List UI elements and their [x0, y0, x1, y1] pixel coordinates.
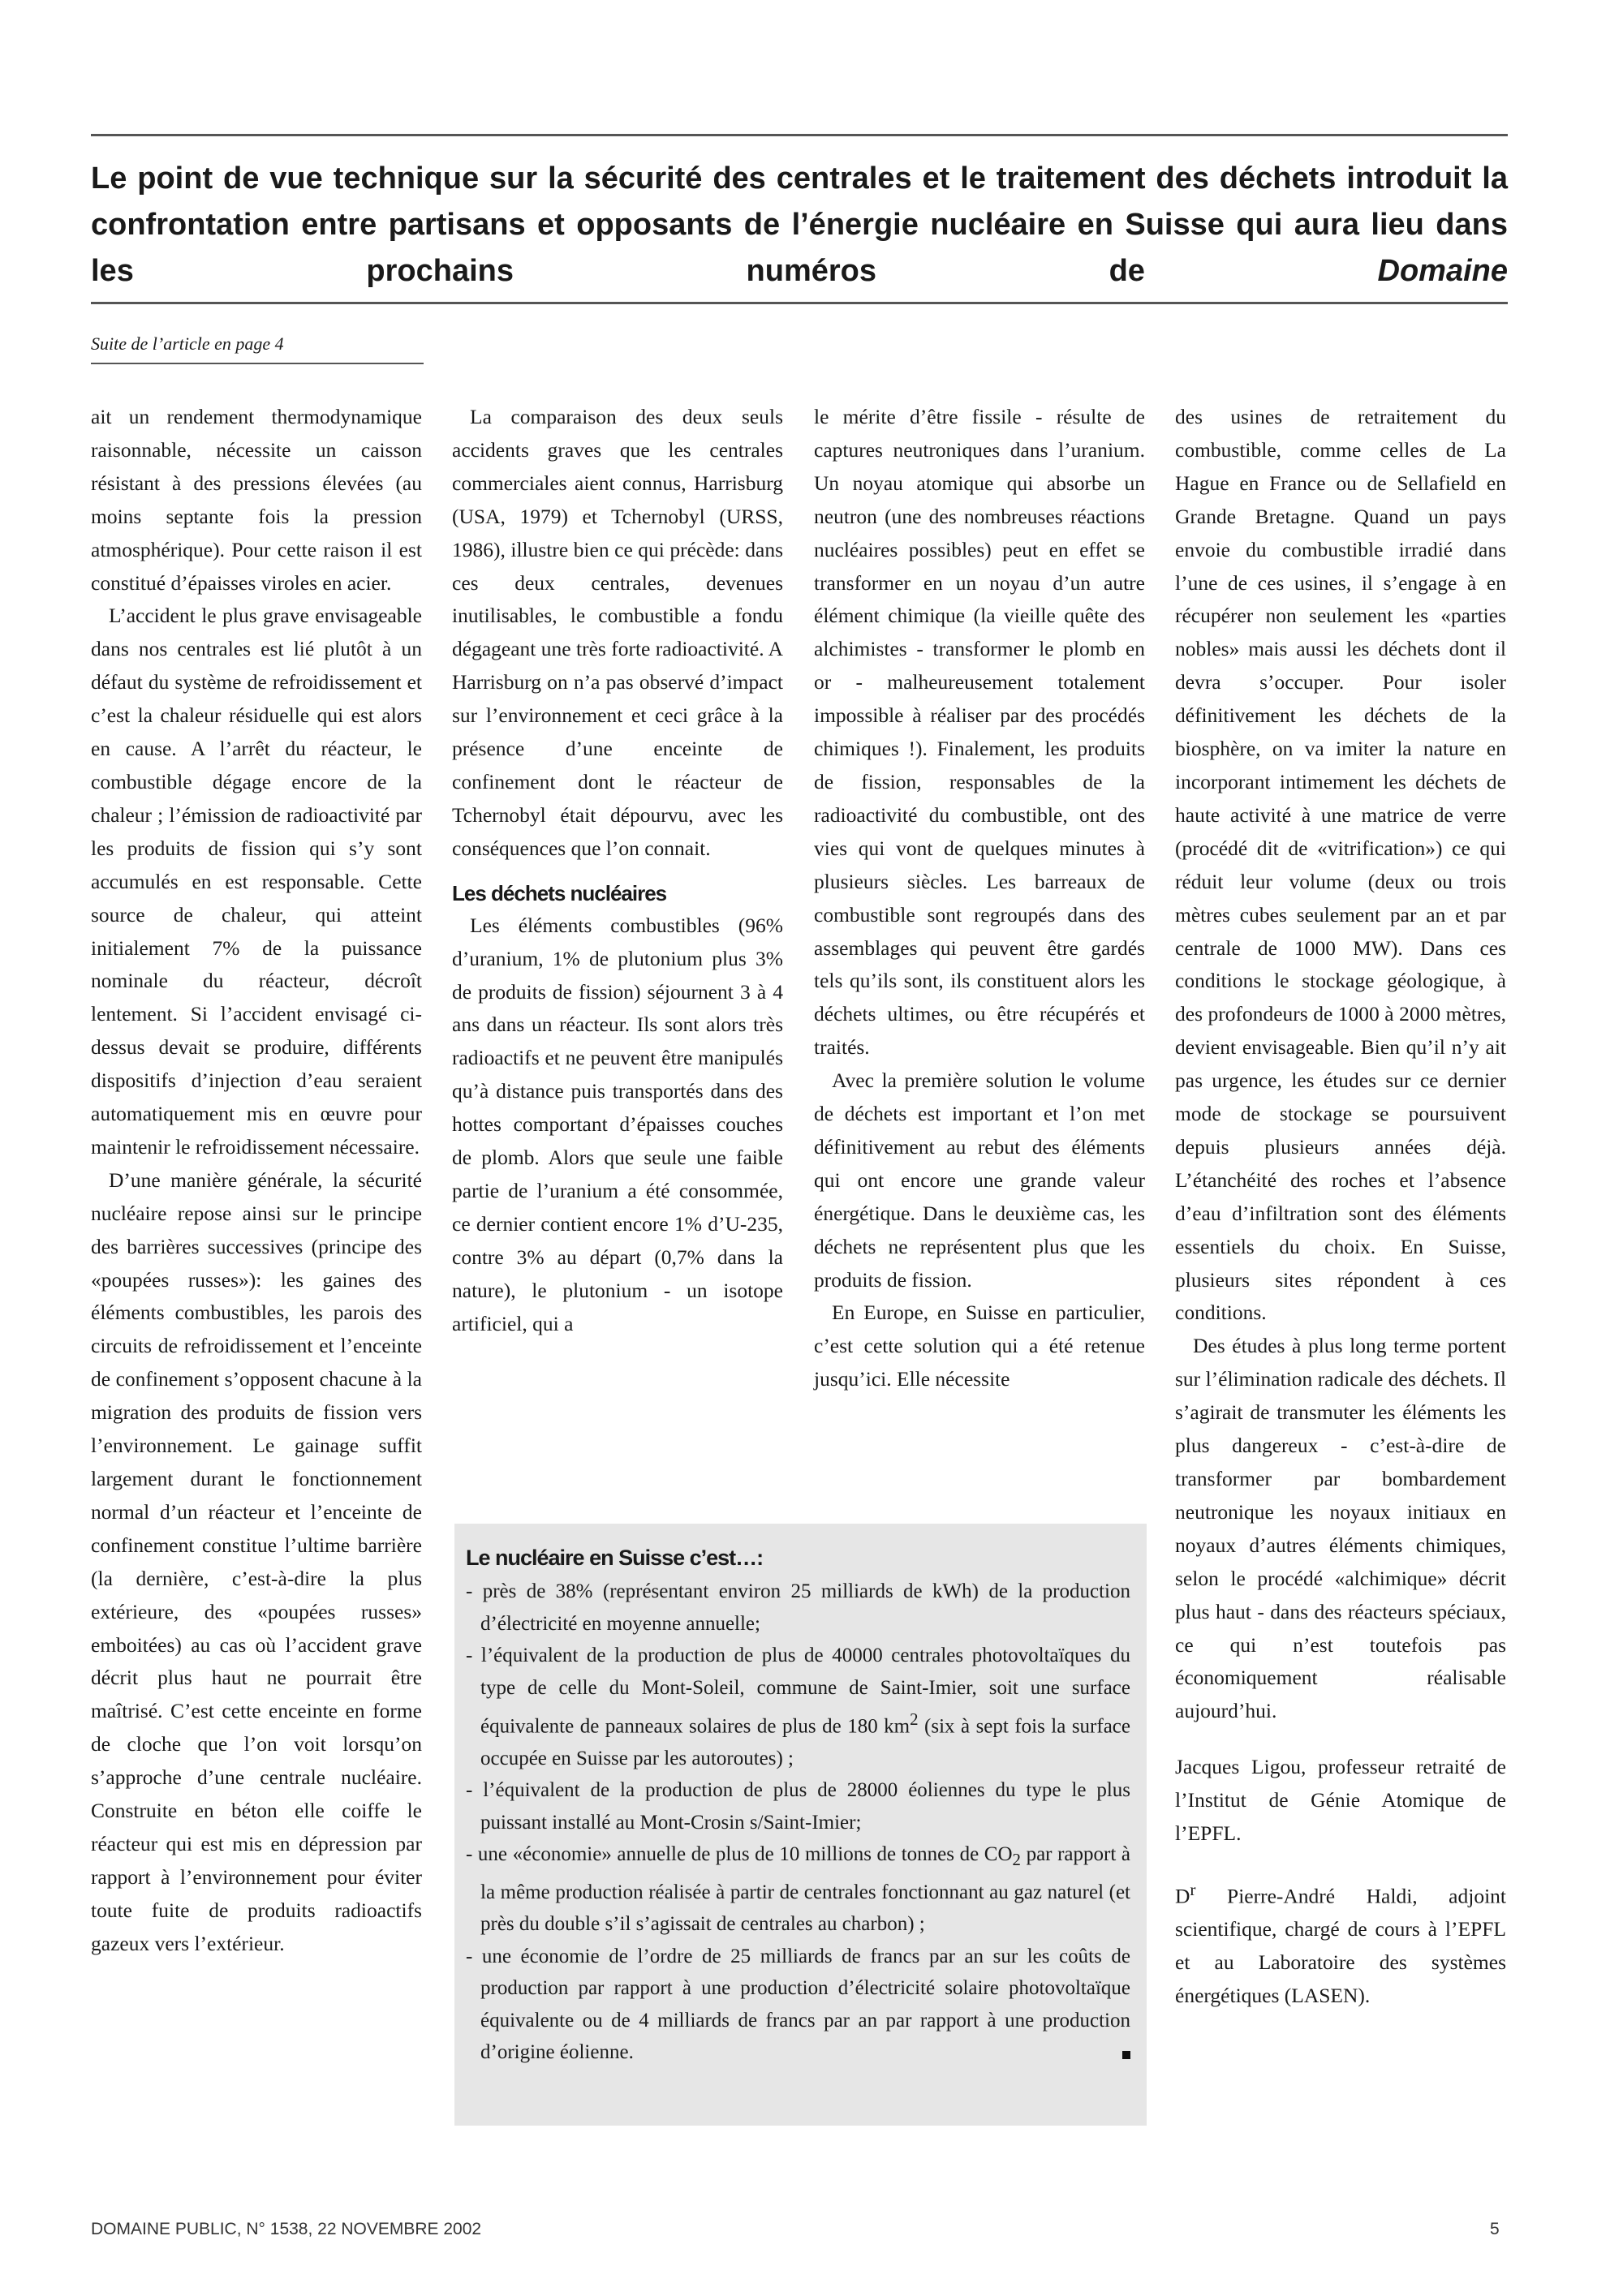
info-box-item-2-sup: 2 — [910, 1709, 919, 1729]
footer-publication-info: DOMAINE PUBLIC, N° 1538, 22 NOVEMBRE 2002 — [91, 2220, 482, 2238]
article-column-2 — [452, 401, 783, 1455]
info-box-item-4-part-a: - une «économie» annuelle de plus de 10 millions de tonnes de CO — [466, 1843, 1013, 1866]
article-column-3 — [814, 401, 1145, 1455]
footer-page-number: 5 — [1490, 2220, 1500, 2238]
col1-paragraph-3: D’une manière générale, la sécurité nucléaire repose ainsi sur le principe des barrières successives (principe des «poupées russes»): les gaines des éléments combustibles, les parois des circuits de refroidissement et l’enceinte de confinement s’opposent chacune à la migration des produits de fission vers l’environnement. Le gainage suffit largement durant le fonctionnement normal d’un réacteur et l’enceinte de confinement constitue l’ultime barrière (la dernière, c’est-à-dire la plus extérieure, des «poupées russes» emboitées) au cas où l’accident grave décrit plus haut ne pourrait être maîtrisé. C’est cette enceinte en forme de cloche que l’on voit lorsqu’on s’approche d’une centrale nucléaire. Construite en béton elle coiffe le réacteur qui est mis en dépression par rapport à l’environnement pour éviter toute fuite de produits radioactifs gazeux vers l’extérieur. — [91, 1167, 422, 1955]
headline — [91, 156, 1508, 295]
info-box-item-5 — [466, 1941, 1130, 2069]
info-box-title: Le nucléaire en Suisse c’est…: — [466, 1546, 764, 1570]
info-box-item-2-part-a: - l’équivalent de la production de plus de 40000 centrales photovoltaïques du type de celle du Mont-Soleil, commune de Saint-Imier, soit une surface équivalente de panneaux solaires de plus de 180 km — [466, 1645, 1130, 1738]
author2-title-sup: r — [1190, 1879, 1196, 1899]
continuation-note: Suite de l’article en page 4 — [91, 333, 424, 364]
col1-paragraph-2: L’accident le plus grave envisageable dans nos centrales est lié plutôt à un défaut du système de refroidissement et c’est la chaleur résiduelle qui est alors en cause. A l’arrêt du réacteur, le combustible dégage encore de la chaleur ; l’émission de radioactivité par les produits de fission qui s’y sont accumulés en est responsable. Cette source de chaleur, qui atteint initialement 7% de la puissance nominale du réacteur, décroît lentement. Si l’accident envisagé ci-dessus devait se produire, différents dispositifs d’injection d’eau seraient automatiquement mis en œuvre pour maintenir le refroidissement nécessaire. — [91, 604, 422, 1159]
author-signature-2 — [1175, 1873, 1506, 2013]
col3-paragraph-3: En Europe, en Suisse en particulier, c’est cette solution qui a été retenue jusqu’ici. Elle nécessite — [814, 1301, 1145, 1391]
info-box-item-1: - près de 38% (représentant environ 25 milliards de kWh) de la production d’électricité en moyenne annuelle; — [466, 1580, 1130, 1635]
col4-paragraph-1: des usines de retraitement du combustible, comme celles de La Hague en France ou de Sellafield en Grande Bretagne. Quand un pays envoie du combustible irradié dans l’une de ces usines, il s’engage à en récupérer non seulement les «parties nobles» mais aussi les déchets dont il devra s’occuper. Pour isoler définitivement les déchets de la biosphère, on va imiter la nature en incorporant intimement les déchets de haute activité à une matrice de verre (procédé dit de «vitrification») ce qui réduit leur volume (deux ou trois mètres cubes seulement par an et par centrale de 1000 MW). Dans ces conditions le stockage géologique, à des profondeurs de 1000 à 2000 mètres, devient envisageable. Bien qu’il n’y ait pas urgence, les études sur ce dernier mode de stockage se poursuivent depuis plusieurs années déjà. L’étanchéité des roches et l’absence d’eau d’infiltration sont des éléments essentiels du choix. En Suisse, plusieurs sites répondent à ces conditions. — [1175, 405, 1506, 1325]
info-box-nucleaire-suisse — [454, 1524, 1147, 2126]
col3-paragraph-2: Avec la première solution le volume de déchets est important et l’on met définitivement au rebut des éléments qui ont encore une grande valeur énergétique. Dans le deuxième cas, les déchets ne représentent plus que les produits de fission. — [814, 1068, 1145, 1292]
col2-paragraph-1: La comparaison des deux seuls accidents graves que les centrales commerciales aient connus, Harrisburg (USA, 1979) et Tchernobyl (URSS, 1986), illustre bien ce qui précède: dans ces deux centrales, devenues inutilisables, le combustible a fondu dégageant une très forte radioactivité. A Harrisburg on n’a pas observé d’impact sur l’environnement et ceci grâce à la présence d’une enceinte de confinement dont le réacteur de Tchernobyl était dépourvu, avec les conséquences que l’on connait. — [452, 405, 783, 860]
headline-bottom-rule — [91, 302, 1508, 304]
col3-paragraph-1: le mérite d’être fissile - résulte de captures neutroniques dans l’uranium. Un noyau atomique qui absorbe un neutron (une des nombreuses réactions nucléaires possibles) peut en effet se transformer en un noyau d’un autre élément chimique (la vieille quête des alchimistes - transformer le plomb en or - malheureusement totalement impossible à réaliser par des procédés chimiques !). Finalement, les produits de fission, responsables de la radioactivité du combustible, ont des vies qui vont de quelques minutes à plusieurs siècles. Les barreaux de combustible sont regroupés dans des assemblages qui peuvent être gardés tels qu’ils sont, ils constituent alors les déchets ultimes, ou être récupérés et traités. — [814, 405, 1145, 1060]
author2-title: D — [1175, 1884, 1190, 1908]
info-box-item-2 — [466, 1640, 1130, 1774]
info-box-item-4-sub: 2 — [1012, 1850, 1021, 1870]
col2-paragraph-2: Les éléments combustibles (96% d’uranium, 1% de plutonium plus 3% de produits de fission) séjournent 3 à 4 ans dans un réacteur. Ils sont alors très radioactifs et ne peuvent être manipulés qu’à distance puis transportés dans des hottes comportant d’épaisses couches de plomb. Alors que seule une faible partie de l’uranium a été consommée, ce dernier contient encore 1% d’U-235, contre 3% au départ (0,7% dans la nature), le plutonium - un isotope artificiel, qui a — [452, 913, 783, 1335]
col4-paragraph-2: Des études à plus long terme portent sur l’élimination radicale des déchets. Il s’agirait de transmuter les éléments les plus dangereux - c’est-à-dire de transformer par bombardement neutronique les noyaux initiaux en noyaux d’autres éléments chimiques, selon le procédé «alchimique» décrit plus haut - dans des réacteurs spéciaux, ce qui n’est toutefois pas économiquement réalisable aujourd’hui. — [1175, 1334, 1506, 1723]
section-heading-dechets: Les déchets nucléaires — [452, 880, 667, 905]
end-of-article-mark — [1122, 2051, 1130, 2059]
headline-text: Le point de vue technique sur la sécurité des centrales et le traitement des déchets introduit la confrontation entre partisans et opposants de l’énergie nucléaire en Suisse qui aura lieu dans les prochains numéros de — [91, 161, 1508, 288]
headline-publication: Domaine — [1377, 254, 1509, 288]
author2-text: Pierre-André Haldi, adjoint scientifique, chargé de cours à l’EPFL et au Laboratoire des systèmes énergétiques (LASEN). — [1175, 1884, 1506, 2008]
info-box-item-4 — [466, 1838, 1130, 1941]
info-box-item-2-part-b: (six à sept fois la surface occupée en Suisse par les autoroutes) ; — [480, 1715, 1130, 1769]
info-box-list — [466, 1576, 1130, 2069]
info-box-item-3: - l’équivalent de la production de plus de 28000 éoliennes du type le plus puissant installé au Mont-Crosin s/Saint-Imier; — [466, 1779, 1130, 1834]
info-box-item-5-text: - une économie de l’ordre de 25 milliards de francs par an sur les coûts de production par rapport à une production d’électricité solaire photovoltaïque équivalente ou de 4 milliards de francs par an par rapport à une production d’origine éolienne. — [466, 1945, 1130, 2064]
info-box-item-4-part-b: par rapport à la même production réalisée à partir de centrales fonctionnant au gaz naturel (et près du double s’il s’agissait de centrales au charbon) ; — [480, 1843, 1130, 1936]
article-column-4 — [1175, 401, 1506, 2013]
author-signature-1: Jacques Ligou, professeur retraité de l’Institut de Génie Atomique de l’EPFL. — [1175, 1755, 1506, 1846]
col1-paragraph-1: ait un rendement thermodynamique raisonnable, nécessite un caisson résistant à des pressions élevées (au moins septante fois la pression atmosphérique). Pour cette raison il est constitué d’épaisses viroles en acier. — [91, 405, 422, 595]
top-rule — [91, 134, 1508, 136]
article-column-1 — [91, 401, 422, 1961]
